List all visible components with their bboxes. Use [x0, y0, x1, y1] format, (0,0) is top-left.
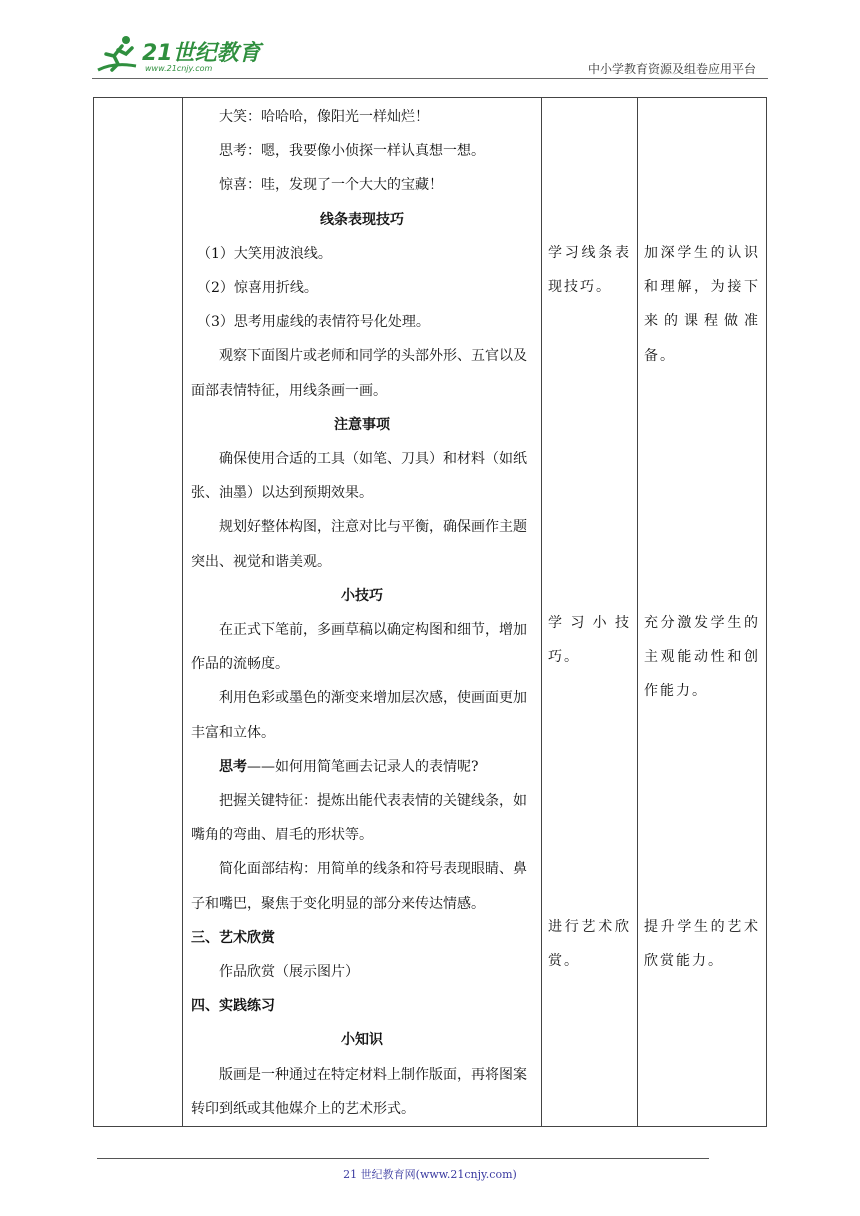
- think-question: ——如何用简笔画去记录人的表情呢?: [247, 758, 479, 775]
- page-header: [92, 30, 768, 80]
- observe-paragraph: 观察下面图片或老师和同学的头部外形、五官以及面部表情特征，用线条画一画。: [191, 348, 527, 399]
- design-intent-3: 提升学生的艺术欣赏能力。: [644, 919, 760, 970]
- printmaking-paragraph: 版画是一种通过在特定材料上制作版面，再将图案转印到纸或其他媒介上的艺术形式。: [191, 1066, 527, 1117]
- student-activity-2: 学习小技巧。: [548, 615, 631, 666]
- key-feature-paragraph: 把握关键特征：提炼出能代表表情的关键线条，如嘴角的弯曲、眉毛的形状等。: [191, 793, 527, 844]
- logo: [92, 32, 262, 78]
- stage-cell: [94, 98, 183, 1127]
- footer-divider: [97, 1158, 709, 1159]
- student-activity-3: 进行艺术欣赏。: [548, 919, 631, 970]
- lesson-table: [93, 97, 767, 1127]
- expression-surprise: 惊喜：哇，发现了一个大大的宝藏！: [219, 177, 443, 194]
- works-paragraph: 作品欣赏（展示图片）: [219, 964, 359, 981]
- expression-think: 思考：嗯，我要像小侦探一样认真想一想。: [219, 143, 485, 160]
- teaching-content-cell: [183, 98, 542, 1127]
- platform-title: 中小学教育资源及组卷应用平台: [587, 62, 756, 76]
- header-divider: [92, 78, 768, 79]
- skill-item-1: （1）大笑用波浪线。: [197, 245, 332, 262]
- heading-tips: 小技巧: [341, 587, 383, 604]
- color-paragraph: 利用色彩或墨色的渐变来增加层次感，使画面更加丰富和立体。: [191, 690, 527, 741]
- section-practice: 四、实践练习: [191, 998, 275, 1015]
- table-row: [94, 98, 767, 1127]
- logo-text: 21世纪教育: [142, 41, 261, 66]
- heading-knowledge: 小知识: [341, 1032, 383, 1049]
- skill-item-3: （3）思考用虚线的表情符号化处理。: [197, 314, 430, 331]
- logo-url: www.21cnjy.com: [145, 64, 213, 73]
- runner-logo-icon: [92, 32, 142, 78]
- design-intent-2: 充分激发学生的主观能动性和创作能力。: [644, 615, 760, 700]
- design-intent-cell: [638, 98, 767, 1127]
- tools-paragraph: 确保使用合适的工具（如笔、刀具）和材料（如纸张、油墨）以达到预期效果。: [191, 451, 527, 502]
- student-activity-cell: [542, 98, 638, 1127]
- design-intent-1: 加深学生的认识和理解，为接下来的课程做准备。: [644, 245, 760, 364]
- draft-paragraph: 在正式下笔前，多画草稿以确定构图和细节，增加作品的流畅度。: [191, 622, 527, 673]
- composition-paragraph: 规划好整体构图，注意对比与平衡，确保画作主题突出、视觉和谐美观。: [191, 519, 527, 570]
- heading-notes: 注意事项: [334, 416, 390, 433]
- expression-laugh: 大笑：哈哈哈，像阳光一样灿烂！: [219, 109, 429, 125]
- think-label: 思考: [219, 758, 247, 775]
- footer-link[interactable]: 21 世纪教育网(www.21cnjy.com): [343, 1168, 517, 1181]
- student-activity-1: 学习线条表现技巧。: [548, 245, 631, 296]
- heading-line-skill: 线条表现技巧: [320, 211, 404, 228]
- section-art-appreciation: 三、艺术欣赏: [191, 929, 275, 946]
- skill-item-2: （2）惊喜用折线。: [197, 280, 318, 297]
- think-paragraph: [191, 750, 533, 784]
- simplify-paragraph: 简化面部结构：用简单的线条和符号表现眼睛、鼻子和嘴巴，聚焦于变化明显的部分来传达情感。: [191, 861, 527, 912]
